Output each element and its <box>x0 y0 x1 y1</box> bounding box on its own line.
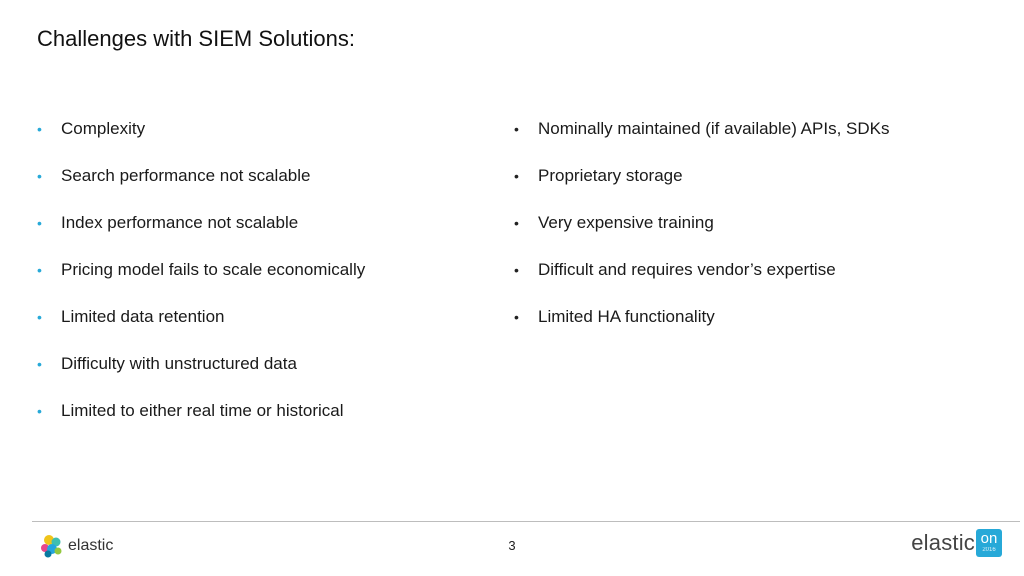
on-badge-year: 2016 <box>982 547 996 553</box>
list-item-text: Very expensive training <box>538 213 714 232</box>
bullet-icon: • <box>514 309 519 325</box>
bullet-icon: • <box>37 262 42 278</box>
list-item <box>514 163 994 210</box>
bullet-icon: • <box>514 215 519 231</box>
slide-title: Challenges with SIEM Solutions: <box>37 26 355 51</box>
bullet-icon: • <box>514 168 519 184</box>
list-item <box>37 351 477 398</box>
list-item-text: Index performance not scalable <box>61 213 299 232</box>
elastic-logo-text: elastic <box>68 537 114 554</box>
list-item <box>514 210 994 257</box>
bullet-icon: • <box>37 121 42 137</box>
bullet-icon: • <box>37 309 42 325</box>
bullet-icon: • <box>514 262 519 278</box>
list-item-text: Difficult and requires vendor’s expertise <box>538 260 836 279</box>
page-number: 3 <box>508 538 516 553</box>
list-item-text: Limited data retention <box>61 307 225 326</box>
footer-divider <box>32 521 1020 522</box>
list-item <box>37 116 477 163</box>
list-item-text: Complexity <box>61 119 146 138</box>
on-badge <box>976 529 1002 557</box>
list-item <box>514 257 994 304</box>
list-item-text: Pricing model fails to scale economically <box>61 260 366 279</box>
list-item <box>514 304 994 351</box>
elastic-logo <box>40 533 113 559</box>
list-item <box>37 398 477 445</box>
list-item-text: Limited HA functionality <box>538 307 715 326</box>
list-item-text: Proprietary storage <box>538 166 683 185</box>
bullet-icon: • <box>514 121 519 137</box>
list-item-text: Search performance not scalable <box>61 166 311 185</box>
bullet-icon: • <box>37 168 42 184</box>
list-item <box>514 116 994 163</box>
on-badge-text: on <box>980 530 998 547</box>
list-item-text: Nominally maintained (if available) APIs, SDKs <box>538 119 890 138</box>
bullet-icon: • <box>37 215 42 231</box>
bullet-icon: • <box>37 403 42 419</box>
list-item <box>37 304 477 351</box>
list-item <box>37 163 477 210</box>
elastic-on-logo-text: elastic <box>911 530 975 555</box>
right-bullet-list <box>514 116 994 351</box>
list-item <box>37 257 477 304</box>
left-bullet-list <box>37 116 477 445</box>
bullet-icon: • <box>37 356 42 372</box>
list-item <box>37 210 477 257</box>
list-item-text: Limited to either real time or historical <box>61 401 344 420</box>
list-item-text: Difficulty with unstructured data <box>61 354 297 373</box>
elastic-cluster-icon <box>40 534 64 558</box>
elastic-on-logo <box>911 528 1002 558</box>
